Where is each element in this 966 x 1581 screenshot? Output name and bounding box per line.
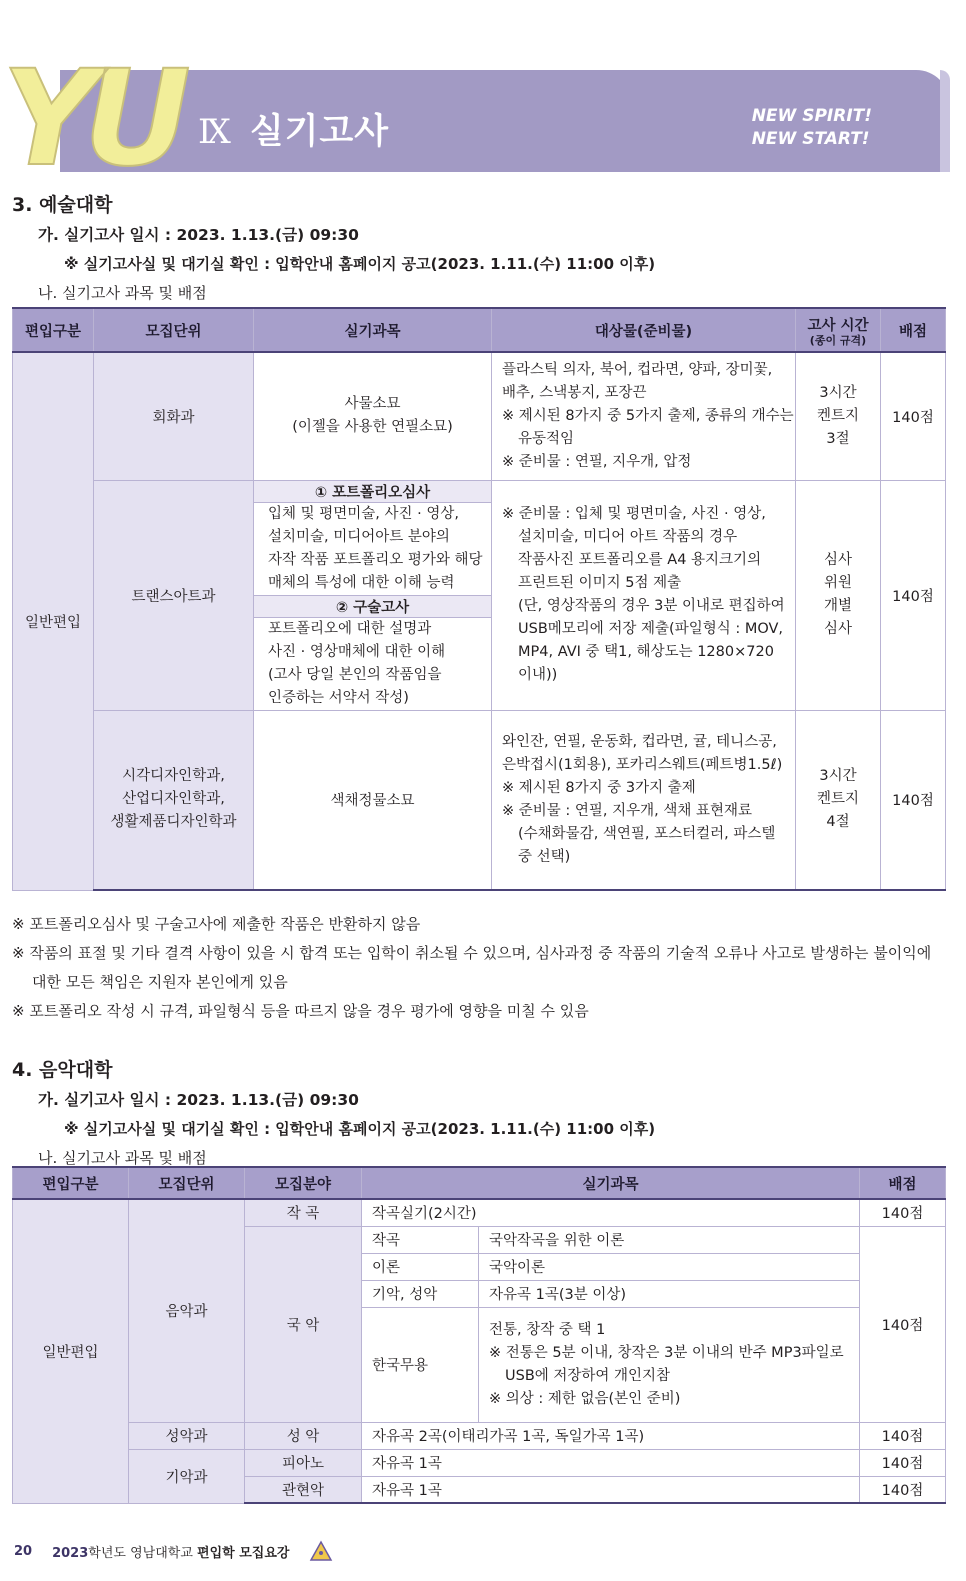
korean-score: 140점 — [860, 1226, 946, 1422]
section-3-notes — [12, 910, 952, 1026]
unit-vocal: 성악과 — [129, 1422, 245, 1449]
unit-line: 시각디자인학과, — [122, 768, 225, 785]
table-row — [13, 352, 946, 480]
field-korean: 국 악 — [245, 1226, 362, 1422]
time-painting — [796, 352, 881, 480]
dance-name: 한국무용 — [362, 1307, 479, 1422]
vocal-subject: 자유곡 2곡(이태리가곡 1곡, 독일가곡 1곡) — [362, 1422, 860, 1449]
chapter-title: 실기고사 — [249, 112, 390, 152]
object-line: 작품사진 포트폴리오를 A4 용지크기의 — [518, 552, 762, 568]
portfolio-line: 매체의 특성에 대한 이해 능력 — [268, 574, 455, 591]
header-unit: 모집단위 — [94, 308, 254, 352]
mascot-icon — [309, 1540, 335, 1562]
time-line: 4절 — [826, 814, 850, 831]
object-line: USB메모리에 저장 제출(파일형식 : MOV, — [518, 621, 784, 637]
note-item: ※ 작품의 표절 및 기타 결격 사항이 있을 시 합격 또는 입학이 취소될 수 있으며, 심사과정 중 작품의 기술적 오류나 사고로 발생하는 불이익에 — [12, 944, 932, 962]
score-painting: 140점 — [881, 352, 946, 480]
note-item: ※ 포트폴리오 작성 시 규격, 파일형식 등을 따르지 않을 경우 평가에 영향을 미칠 수 있음 — [12, 1002, 589, 1020]
piano-score: 140점 — [860, 1449, 946, 1476]
header-unit: 모집단위 — [129, 1167, 245, 1199]
section-3-intro — [12, 190, 952, 303]
dance-line: ※ 의상 : 제한 없음(본인 준비) — [489, 1390, 681, 1407]
field-orchestra: 관현악 — [245, 1476, 362, 1503]
object-design — [492, 710, 796, 890]
header-field: 모집분야 — [245, 1167, 362, 1199]
object-line: 중 선택) — [518, 848, 571, 865]
korean-subject-name: 기악, 성악 — [362, 1280, 479, 1307]
table-header-row — [13, 308, 946, 352]
unit-painting: 회화과 — [94, 352, 254, 480]
object-line: 이내)) — [518, 667, 558, 683]
time-line: 위원 — [823, 575, 852, 591]
field-composition: 작 곡 — [245, 1199, 362, 1226]
dance-line: USB에 저장하여 개인지참 — [505, 1367, 671, 1384]
time-line: 개별 — [823, 598, 852, 614]
table-header-row — [13, 1167, 946, 1199]
object-painting — [492, 352, 796, 480]
type-cell: 일반편입 — [13, 352, 94, 890]
field-vocal: 성 악 — [245, 1422, 362, 1449]
object-line: (수채화물감, 색연필, 포스터컬러, 파스텔 — [518, 825, 776, 842]
type-cell: 일반편입 — [13, 1199, 129, 1503]
portfolio-line: 설치미술, 미디어아트 분야의 — [268, 528, 450, 545]
exam-date-line: 가. 실기고사 일시 : 2023. 1.13.(금) 09:30 — [38, 226, 359, 244]
time-line: 켄트지 — [816, 791, 860, 808]
object-line: 유동적임 — [518, 430, 575, 447]
orchestra-subject: 자유곡 1곡 — [362, 1476, 860, 1503]
time-line: 3시간 — [819, 768, 857, 785]
time-line: 심사 — [823, 621, 852, 637]
header-score: 배점 — [881, 308, 946, 352]
footer-text — [52, 1542, 289, 1561]
music-college-table — [12, 1166, 946, 1504]
object-line: 프린트된 이미지 5점 제출 — [518, 575, 682, 591]
portfolio-text — [254, 502, 492, 595]
subject-design: 색채정물소묘 — [254, 710, 492, 890]
footer-guide-title: 편입학 모집요강 — [197, 1545, 290, 1561]
time-transart — [796, 480, 881, 710]
composition-subject: 작곡실기(2시간) — [362, 1199, 860, 1226]
oral-line: (고사 당일 본인의 작품임을 — [268, 666, 442, 683]
field-piano: 피아노 — [245, 1449, 362, 1476]
korean-subject-detail: 자유곡 1곡(3분 이상) — [479, 1280, 860, 1307]
score-transart: 140점 — [881, 480, 946, 710]
page-number: 20 — [14, 1543, 33, 1559]
section-4-intro — [12, 1055, 952, 1168]
portfolio-title: ① 포트폴리오심사 — [254, 480, 492, 502]
unit-line: 산업디자인학과, — [122, 791, 225, 808]
score-design: 140점 — [881, 710, 946, 890]
portfolio-line: 입체 및 평면미술, 사진 · 영상, — [268, 505, 459, 522]
room-confirm-line: ※ 실기고사실 및 대기실 확인 : 입학안내 홈페이지 공고(2023. 1.11.(수) 11:00 이후) — [64, 1120, 656, 1138]
composition-score: 140점 — [860, 1199, 946, 1226]
object-line: 플라스틱 의자, 북어, 컵라면, 양파, 장미꽃, — [502, 361, 773, 378]
page-footer — [14, 1540, 335, 1562]
slogan — [752, 105, 872, 151]
unit-line: 생활제품디자인학과 — [110, 814, 237, 831]
unit-instrument: 기악과 — [129, 1449, 245, 1503]
exam-date-line: 가. 실기고사 일시 : 2023. 1.13.(금) 09:30 — [38, 1091, 359, 1109]
header-type: 편입구분 — [13, 1167, 129, 1199]
header-object: 대상물(준비물) — [492, 308, 796, 352]
time-line: 3시간 — [819, 384, 857, 401]
header-time — [796, 308, 881, 352]
chapter-number: Ⅸ — [198, 112, 230, 152]
unit-music: 음악과 — [129, 1199, 245, 1422]
subject-line: (이젤을 사용한 연필소묘) — [292, 419, 453, 436]
table-row — [13, 710, 946, 890]
object-line: MP4, AVI 중 택1, 해상도는 1280×720 — [518, 644, 774, 660]
subjects-line: 나. 실기고사 과목 및 배점 — [38, 1149, 207, 1167]
oral-line: 포트폴리오에 대한 설명과 — [268, 620, 432, 637]
object-line: ※ 제시된 8가지 중 5가지 출제, 종류의 개수는 — [502, 407, 794, 424]
oral-line: 인증하는 서약서 작성) — [268, 689, 409, 706]
header-score: 배점 — [860, 1167, 946, 1199]
oral-text — [254, 617, 492, 710]
oral-line: 사진 · 영상매체에 대한 이해 — [268, 643, 446, 660]
section-4-title: 4. 음악대학 — [12, 1059, 113, 1081]
room-confirm-line: ※ 실기고사실 및 대기실 확인 : 입학안내 홈페이지 공고(2023. 1.11.(수) 11:00 이후) — [64, 255, 656, 273]
portfolio-line: 자작 작품 포트폴리오 평가와 해당 — [268, 551, 483, 568]
object-line: 와인잔, 연필, 운동화, 컵라면, 귤, 테니스공, — [502, 733, 777, 750]
table-row — [13, 1449, 946, 1476]
korean-subject-detail: 국악이론 — [479, 1253, 860, 1280]
table-row — [13, 1199, 946, 1226]
oral-title: ② 구술고사 — [254, 595, 492, 617]
header-type: 편입구분 — [13, 308, 94, 352]
object-transart — [492, 480, 796, 710]
header-time-sub: (종이 규격) — [809, 333, 867, 347]
header-subject: 실기과목 — [362, 1167, 860, 1199]
note-item-continued: 대한 모든 책임은 지원자 본인에게 있음 — [32, 973, 288, 991]
footer-year: 2023 — [52, 1545, 89, 1561]
footer-university: 학년도 영남대학교 — [88, 1545, 193, 1561]
orchestra-score: 140점 — [860, 1476, 946, 1503]
korean-subject-detail: 국악작곡을 위한 이론 — [479, 1226, 860, 1253]
subject-painting — [254, 352, 492, 480]
object-line: 은박접시(1회용), 포카리스웨트(페트병1.5ℓ) — [502, 756, 783, 773]
piano-subject: 자유곡 1곡 — [362, 1449, 860, 1476]
header-subject: 실기과목 — [254, 308, 492, 352]
object-line: ※ 준비물 : 입체 및 평면미술, 사진 · 영상, — [502, 506, 766, 522]
unit-design — [94, 710, 254, 890]
dance-detail — [479, 1307, 860, 1422]
chapter-heading — [198, 104, 389, 154]
korean-subject-name: 이론 — [362, 1253, 479, 1280]
header-time-label: 고사 시간 — [807, 317, 869, 334]
korean-subject-name: 작곡 — [362, 1226, 479, 1253]
unit-transart: 트랜스아트과 — [94, 480, 254, 710]
time-design — [796, 710, 881, 890]
object-line: 배추, 스낵봉지, 포장끈 — [502, 384, 647, 401]
time-line: 심사 — [823, 552, 852, 568]
subjects-line: 나. 실기고사 과목 및 배점 — [38, 284, 207, 302]
object-line: ※ 제시된 8가지 중 3가지 출제 — [502, 779, 696, 796]
subject-line: 사물소묘 — [344, 396, 401, 413]
dance-line: ※ 전통은 5분 이내, 창작은 3분 이내의 반주 MP3파일로 — [489, 1344, 844, 1361]
object-line: 설치미술, 미디어 아트 작품의 경우 — [518, 529, 738, 545]
object-line: (단, 영상작품의 경우 3분 이내로 편집하여 — [518, 598, 785, 614]
table-row — [13, 480, 946, 502]
slogan-line-2: NEW START! — [751, 129, 870, 149]
yu-logo — [0, 52, 190, 176]
logo-text: YU — [2, 52, 177, 176]
time-line: 3절 — [826, 430, 850, 447]
vocal-score: 140점 — [860, 1422, 946, 1449]
object-line: ※ 준비물 : 연필, 지우개, 압정 — [502, 453, 692, 470]
dance-line: 전통, 창작 중 택 1 — [489, 1321, 606, 1338]
object-line: ※ 준비물 : 연필, 지우개, 색채 표현재료 — [502, 802, 753, 819]
time-line: 켄트지 — [816, 407, 860, 424]
table-row — [13, 1422, 946, 1449]
note-item: ※ 포트폴리오심사 및 구술고사에 제출한 작품은 반환하지 않음 — [12, 915, 421, 933]
header-banner — [0, 52, 950, 176]
art-college-table — [12, 307, 946, 891]
slogan-line-1: NEW SPIRIT! — [751, 106, 872, 126]
section-3-title: 3. 예술대학 — [12, 194, 113, 216]
